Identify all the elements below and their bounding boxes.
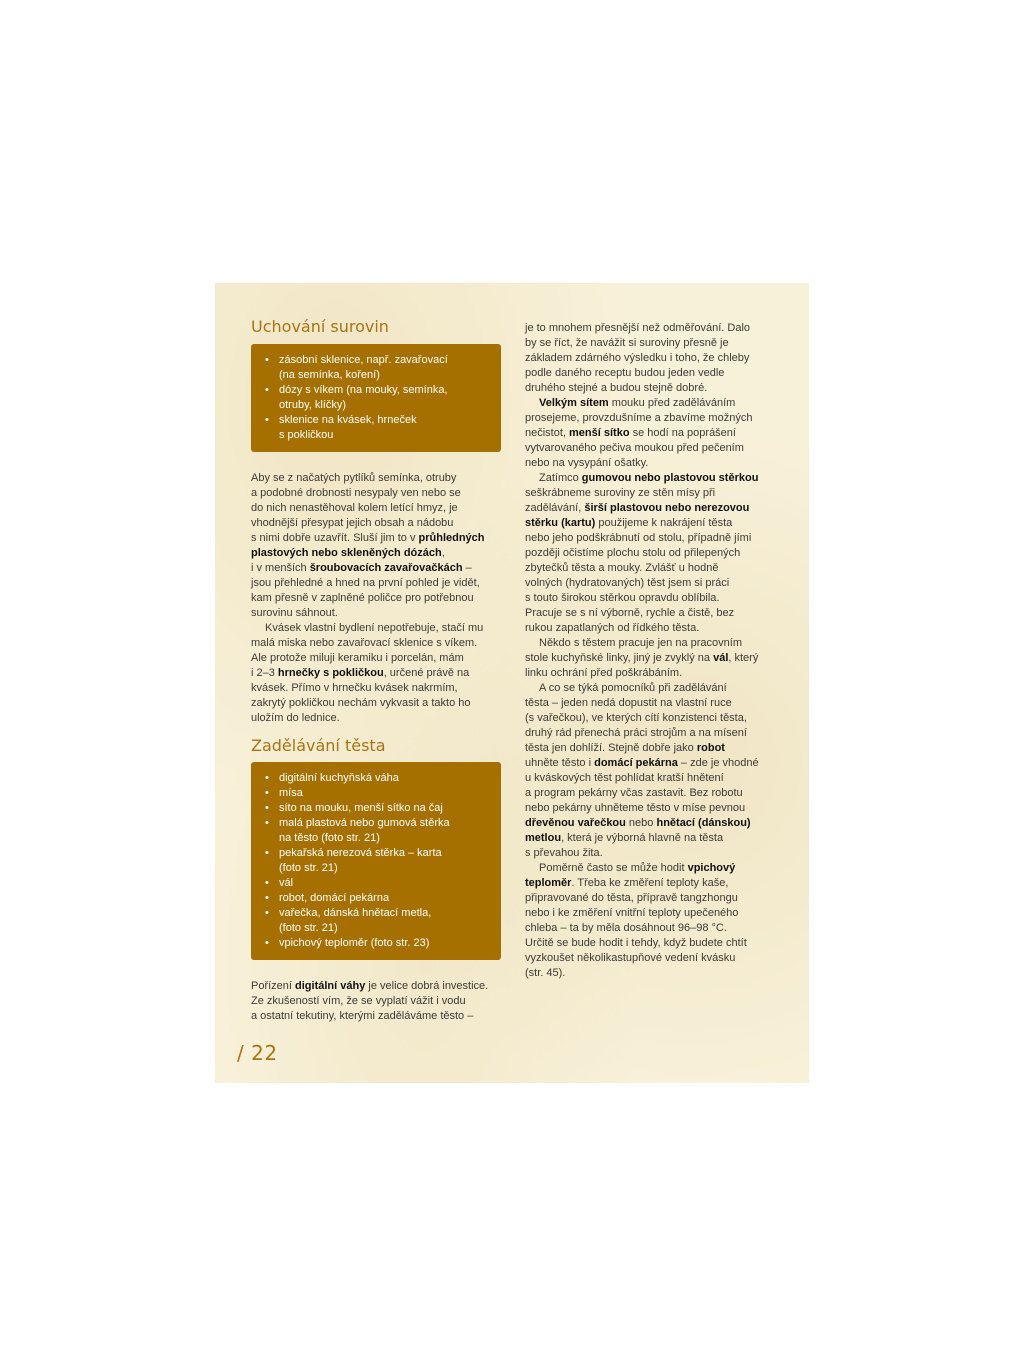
text-run: (str. 45).: [525, 967, 566, 979]
text-run: vytvarovaného pečiva moukou před pečením: [525, 442, 744, 454]
text-run: prosejeme, provzdušníme a zbavíme možných: [525, 412, 753, 424]
text-run: Kvásek vlastní bydlení nepotřebuje, stačí mu: [265, 622, 484, 634]
text-line: [251, 576, 501, 591]
text-line: [251, 531, 501, 546]
text-line: [525, 411, 779, 426]
text-line: [525, 921, 779, 936]
text-run: je velice dobrá investice.: [365, 980, 489, 992]
list-item: [265, 936, 493, 951]
text-run: vhodnější přesypat jejich obsah a nádobu: [251, 517, 454, 529]
text-run: jsou přehledné a hned na první pohled je vidět,: [251, 577, 480, 589]
text-line: [251, 994, 501, 1009]
text-line: [251, 561, 501, 576]
text-line: [525, 396, 779, 411]
text-line: [251, 546, 501, 561]
text-line: [525, 951, 779, 966]
dough-list-box: [251, 762, 501, 960]
list-item: [265, 876, 493, 891]
list-item: [265, 816, 493, 846]
dough-paragraph-1: [251, 979, 501, 1024]
list-item-line: • malá plastová nebo gumová stěrka: [279, 817, 450, 829]
text-line: [251, 651, 501, 666]
text-line: [525, 816, 779, 831]
body-paragraph: [525, 471, 779, 636]
text-run: i 2–3: [251, 667, 278, 679]
text-run: chleba – ta by měla dosáhnout 96–98 °C.: [525, 922, 727, 934]
text-run: základem zdárného výsledku i toho, že chleby: [525, 352, 750, 364]
text-run: a podobné drobnosti nesypaly ven nebo se: [251, 487, 461, 499]
text-run: a program pekárny včas zastavit. Bez robotu: [525, 787, 743, 799]
text-line: [251, 681, 501, 696]
text-line: [525, 471, 779, 486]
list-item-line: • sklenice na kvásek, hrneček: [279, 414, 417, 426]
text-line: [251, 711, 501, 726]
right-column: [525, 321, 779, 981]
list-item-line: • dózy s víkem (na mouky, semínka,: [279, 384, 448, 396]
text-run: Poměrně často se může hodit: [539, 862, 688, 874]
dough-list: [265, 771, 493, 951]
text-line: [251, 1009, 501, 1024]
text-run: Ale protože miluji keramiku i porcelán, mám: [251, 652, 464, 664]
text-line: [525, 576, 779, 591]
body-paragraph: [525, 681, 779, 861]
text-run: zakrytý pokličkou nechám vykvasit a takto ho: [251, 697, 471, 709]
text-line: [251, 621, 501, 636]
heading-dough: Zadělávání těsta: [251, 736, 386, 755]
list-item: [265, 413, 493, 443]
text-run: Aby se z načatých pytlíků semínka, otruby: [251, 472, 457, 484]
storage-list: [265, 353, 493, 443]
list-item-line: • pekařská nerezová stěrka – karta: [279, 847, 442, 859]
text-run: nečistot,: [525, 427, 570, 439]
list-item-line: • zásobní sklenice, např. zavařovací: [279, 354, 448, 366]
bold-term: gumovou nebo plastovou stěrkou: [581, 472, 759, 484]
text-run: , který: [728, 652, 759, 664]
list-item-line: s pokličkou: [279, 429, 334, 441]
text-run: malá miska nebo zavařovací sklenice s víkem.: [251, 637, 478, 649]
text-run: kvásek. Přímo v hrnečku kvásek nakrmím,: [251, 682, 458, 694]
text-line: [525, 831, 779, 846]
bold-term: Velkým sítem: [539, 397, 609, 409]
text-run: druhý rád přenechá práci strojům a na mísení: [525, 727, 747, 739]
storage-paragraph-2: [251, 621, 501, 726]
list-item: [265, 383, 493, 413]
list-item-line: • síto na mouku, menší sítko na čaj: [279, 802, 443, 814]
text-run: Pracuje se s ní výborně, rychle a čistě, bez: [525, 607, 735, 619]
text-line: [525, 801, 779, 816]
text-run: nebo na vysypání ošatky.: [525, 457, 649, 469]
text-line: [525, 651, 779, 666]
text-line: [525, 336, 779, 351]
list-item-line: • vpichový teploměr (foto str. 23): [279, 937, 430, 949]
text-run: je to mnohem přesnější než odměřování. Dalo: [525, 322, 751, 334]
text-run: , určené právě na: [383, 667, 470, 679]
text-run: s nimi dobře uzavřít. Sluší jim to v: [251, 532, 419, 544]
text-run: nebo jeho podškrábnutí od stolu, případně jími: [525, 532, 752, 544]
list-item: [265, 801, 493, 816]
text-run: Někdo s těstem pracuje jen na pracovním: [539, 637, 742, 649]
list-item-line: (foto str. 21): [279, 922, 338, 934]
text-line: [525, 456, 779, 471]
text-run: uložím do lednice.: [251, 712, 340, 724]
bold-term: plastových nebo skleněných dózách: [251, 547, 442, 559]
list-item-line: • robot, domácí pekárna: [279, 892, 390, 904]
text-run: kam přesně v zaplněné poličce pro potřebnou: [251, 592, 474, 604]
text-line: [251, 591, 501, 606]
page-number: / 22: [237, 1041, 278, 1065]
body-paragraph: [525, 861, 779, 981]
text-run: vyzkoušet několikastupňové vedení kvásku: [525, 952, 736, 964]
text-run: do nich nenastěhoval kolem letící hmyz, je: [251, 502, 458, 514]
text-line: [525, 531, 779, 546]
bold-term: průhledných: [418, 532, 485, 544]
text-run: těsta – jeden nedá dopustit na vlastní ruce: [525, 697, 732, 709]
text-run: s převahou žita.: [525, 847, 603, 859]
text-line: [251, 666, 501, 681]
text-line: [525, 891, 779, 906]
list-item: [265, 771, 493, 786]
list-item-line: • vál: [279, 877, 294, 889]
text-line: [525, 861, 779, 876]
list-item: [265, 906, 493, 936]
storage-list-box: [251, 344, 501, 452]
text-run: u kváskových těst pohlídat kratší hnětení: [525, 772, 724, 784]
heading-storage: Uchování surovin: [251, 317, 389, 336]
body-paragraph: [525, 396, 779, 471]
text-line: [525, 966, 779, 981]
text-run: mouku před zaděláváním: [608, 397, 736, 409]
text-run: – zde je vhodné: [677, 757, 759, 769]
left-column: [251, 317, 501, 1024]
text-line: [525, 606, 779, 621]
text-line: [251, 501, 501, 516]
text-line: [251, 606, 501, 621]
text-run: nebo i ke změření vnitřní teploty upečeného: [525, 907, 739, 919]
text-line: [525, 906, 779, 921]
text-run: později očistíme plochu stolu od přilepených: [525, 547, 741, 559]
text-run: s touto širokou stěrkou opravdu oblíbila.: [525, 592, 720, 604]
text-run: podle daného receptu budou jeden vedle: [525, 367, 725, 379]
text-run: linku ochrání před poškrábáním.: [525, 667, 683, 679]
text-run: i v menších: [251, 562, 310, 574]
list-item: [265, 846, 493, 876]
list-item: [265, 786, 493, 801]
text-line: [525, 381, 779, 396]
text-run: by se říct, že navážit si suroviny přesně je: [525, 337, 729, 349]
text-line: [525, 351, 779, 366]
text-line: [525, 636, 779, 651]
text-line: [525, 846, 779, 861]
text-line: [525, 786, 779, 801]
storage-paragraph-1: [251, 471, 501, 621]
bold-term: domácí pekárna: [594, 757, 678, 769]
text-run: nebo pekárny uhněteme těsto v míse pevnou: [525, 802, 746, 814]
text-line: [525, 696, 779, 711]
text-run: nebo: [625, 817, 657, 829]
text-run: (s vařečkou), ve kterých cítí konzistenci těsta,: [525, 712, 747, 724]
text-run: volných (hydratovaných) těst jsem si práci: [525, 577, 730, 589]
bold-term: robot: [696, 742, 725, 754]
bold-term: vpichový: [687, 862, 736, 874]
list-item-line: • digitální kuchyňská váha: [279, 772, 399, 784]
text-line: [525, 546, 779, 561]
text-run: Určitě se bude hodit i tehdy, když budete chtít: [525, 937, 747, 949]
text-run: se hodí na poprášení: [629, 427, 736, 439]
text-run: ,: [441, 547, 445, 559]
bold-term: šroubovacích zavařovačkách: [309, 562, 463, 574]
text-line: [525, 711, 779, 726]
text-line: [525, 561, 779, 576]
bold-term: vál: [713, 652, 729, 664]
bold-term: stěrku (kartu): [525, 517, 596, 529]
text-line: [525, 321, 779, 336]
bold-term: teploměr: [525, 877, 572, 889]
list-item-line: • mísa: [279, 787, 303, 799]
text-line: [525, 726, 779, 741]
text-run: Ze zkušeností vím, že se vyplatí vážit i vodu: [251, 995, 466, 1007]
list-item-line: na těsto (foto str. 21): [279, 832, 380, 844]
text-run: a ostatní tekutiny, kterými zaděláváme těsto –: [251, 1010, 474, 1022]
text-run: druhého stejné a budou stejně dobré.: [525, 382, 708, 394]
text-line: [525, 516, 779, 531]
text-line: [251, 471, 501, 486]
text-line: [525, 591, 779, 606]
text-run: stole kuchyňské linky, jiný je zvyklý na: [525, 652, 714, 664]
bold-term: hnětací (dánskou): [656, 817, 751, 829]
text-line: [525, 426, 779, 441]
text-line: [525, 486, 779, 501]
list-item: [265, 353, 493, 383]
text-run: rukou zapatlaných od řídkého těsta.: [525, 622, 700, 634]
text-line: [525, 936, 779, 951]
text-run: těsta jen dohlíží. Stejně dobře jako: [525, 742, 697, 754]
text-run: seškrábneme suroviny ze stěn mísy při: [525, 487, 716, 499]
bold-term: dřevěnou vařečkou: [525, 817, 626, 829]
text-line: [525, 366, 779, 381]
text-run: –: [462, 562, 472, 574]
text-line: [251, 979, 501, 994]
list-item-line: • vařečka, dánská hnětací metla,: [279, 907, 432, 919]
text-line: [251, 696, 501, 711]
text-run: použijeme k nakrájení těsta: [595, 517, 733, 529]
body-paragraph: [525, 636, 779, 681]
list-item-line: otruby, klíčky): [279, 399, 347, 411]
text-line: [251, 516, 501, 531]
bold-term: metlou: [525, 832, 562, 844]
text-run: A co se týká pomocníků při zadělávání: [539, 682, 727, 694]
book-page: [215, 283, 809, 1083]
bold-term: hrnečky s pokličkou: [277, 667, 384, 679]
text-line: [525, 666, 779, 681]
text-run: zbytečků těsta a mouky. Zvlášť u hodně: [525, 562, 719, 574]
text-line: [525, 681, 779, 696]
text-run: zadělávání,: [525, 502, 585, 514]
bold-term: širší plastovou nebo nerezovou: [584, 502, 750, 514]
bold-term: menší sítko: [569, 427, 630, 439]
list-item: [265, 891, 493, 906]
text-run: Pořízení: [251, 980, 296, 992]
text-line: [525, 501, 779, 516]
bold-term: digitální váhy: [295, 980, 366, 992]
text-run: surovinu sáhnout.: [251, 607, 338, 619]
text-line: [251, 636, 501, 651]
list-item-line: (foto str. 21): [279, 862, 338, 874]
list-item-line: (na semínka, koření): [279, 369, 380, 381]
text-run: Zatímco: [539, 472, 582, 484]
text-run: , která je výborná hlavně na těsta: [561, 832, 724, 844]
text-run: . Třeba ke změření teploty kaše,: [571, 877, 729, 889]
body-paragraph: [525, 321, 779, 396]
text-line: [525, 441, 779, 456]
text-run: připravované do těsta, přípravě tangzhongu: [525, 892, 738, 904]
text-line: [525, 771, 779, 786]
text-line: [525, 741, 779, 756]
text-line: [251, 486, 501, 501]
text-run: uhněte těsto i: [525, 757, 595, 769]
text-line: [525, 756, 779, 771]
text-line: [525, 621, 779, 636]
text-line: [525, 876, 779, 891]
